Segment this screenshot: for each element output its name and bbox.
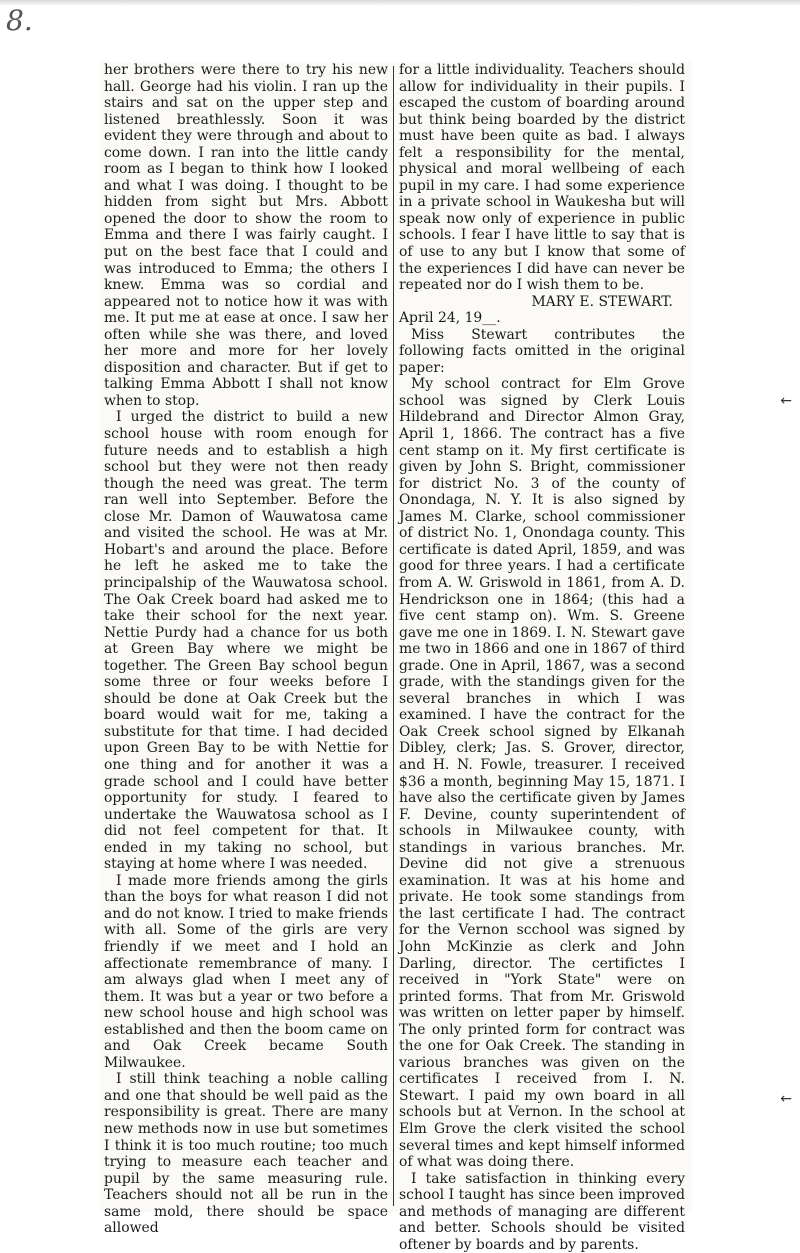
paragraph: I still think teaching a noble calling and one that should be well paid as the responsibility is great. There are many new methods now in use but sometimes I think it is too much routine; too much trying to measure each teacher and pupil by the same measuring rule. Teachers should not all be run in the same mold, there should be space allowed [104, 1071, 388, 1237]
paragraph: I urged the district to build a new school house with room enough for future needs and to establish a high school but they were not then ready though the need was great. The term ran well into September. Before the close Mr. Damon of Wauwatosa came and visited the school. He was at Mr. Hobart's and around the place. Before he left he asked me to take the principalship of the Wauwatosa school. The Oak Creek board had asked me to take their school for the next year. Nettie Purdy had a chance for us both at Green Bay where we might be together. The Green Bay school begun some three or four weeks before I should be done at Oak Creek but the board would wait for me, taking a substitute for that time. I had decided upon Green Bay to be with Nettie for one thing and for another it was a grade school and I could have better opportunity for study. I feared to undertake the Wauwatosa school as I did not feel competent for that. It ended in my taking no school, but staying at home where I was needed. [104, 409, 388, 873]
page-number: 8. [6, 4, 33, 37]
right-column [399, 62, 685, 1253]
dateline: April 24, 19__. [399, 310, 501, 327]
paragraph: My school contract for Elm Grove school was signed by Clerk Louis Hildebrand and Director Almon Gray, April 1, 1866. The contract has a five cent stamp on it. My first certificate is given by John S. Bright, commissioner for district No. 3 of the county of Onondaga, N. Y. It is also signed by James M. Clarke, school commissioner of district No. 1, Onondaga county. This certificate is dated April, 1859, and was good for three years. I had a certificate from A. W. Griswold in 1861, from A. D. Hendrickson one in 1864; (this had a five cent stamp on). Wm. S. Greene gave me one in 1869. I. N. Stewart gave me two in 1866 and one in 1867 of third grade. One in April, 1867, was a second grade, with the standings given for the several branches in which I was examined. I have the contract for the Oak Creek school signed by Elkanah Dibley, clerk; Jas. S. Grover, director, and H. N. Fowle, treasurer. I received $36 a month, beginning May 15, 1871. I have also the certificate given by James F. Devine, county superintendent of schools in Milwaukee county, with standings in various branches. Mr. Devine did not give a strenuous examination. It was at his home and private. He took some standings from the last certificate I had. The contract for the Vernon scchool was signed by John McKinzie as clerk and John Darling, director. The certifictes I received in "York State" were on printed forms. That from Mr. Griswold was written on letter paper by himself. The only printed form for contract was the one for Oak Creek. The standing in various branches was given on the certificates I received from I. N. Stewart. I paid my own board in all schools but at Vernon. In the school at Elm Grove the clerk visited the school several times and kept himself informed of what was doing there. [399, 376, 685, 1171]
paragraph: I take satisfaction in thinking every school I taught has since been improved and methods of managing are different and better. Schools should be visited oftener by boards and by parents. [399, 1170, 685, 1253]
margin-arrow-mark: ← [780, 393, 792, 409]
scan-top-edge [0, 0, 800, 6]
column-divider [393, 66, 394, 1206]
left-column [104, 62, 388, 1237]
author-signature: MARY E. STEWART. [531, 293, 673, 310]
paragraph: I made more friends among the girls than the boys for what reason I did not and do not know. I tried to make friends with all. Some of the girls are very friendly if we meet and I hold an affectionate remembrance of many. I am always glad when I meet any of them. It was but a year or two before a new school house and high school was established and then the boom came on and Oak Creek became South Milwaukee. [104, 872, 388, 1071]
newspaper-clipping [100, 62, 692, 1253]
paragraph: for a little individuality. Teachers should allow for individuality in their pupils. I escaped the custom of boarding around but think being boarded by the district must have been quite as bad. I always felt a responsibility for the mental, physical and moral wellbeing of each pupil in my care. I had some experience in a private school in Waukesha but will speak now only of experience in public schools. I fear I have little to say that is of use to any but I know that some of the experiences I did have can never be repeated nor do I wish them to be. [399, 62, 685, 294]
paragraph: her brothers were there to try his new hall. George had his violin. I ran up the stairs and sat on the upper step and listened breathlessly. Soon it was evident they were through and about to come down. I ran into the little candy room as I began to think how I looked and what I was doing. I thought to be hidden from sight but Mrs. Abbott opened the door to show the room to Emma and there I was fairly caught. I put on the best face that I could and was introduced to Emma; the others I knew. Emma was so cordial and appeared not to notice how it was with me. It put me at ease at once. I saw her often while she was there, and loved her more and more for her lovely disposition and character. But if get to talking Emma Abbott I shall not know when to stop. [104, 62, 388, 409]
paragraph: Miss Stewart contributes the following facts omitted in the original paper: [399, 326, 685, 376]
margin-arrow-mark: ← [780, 1091, 792, 1107]
